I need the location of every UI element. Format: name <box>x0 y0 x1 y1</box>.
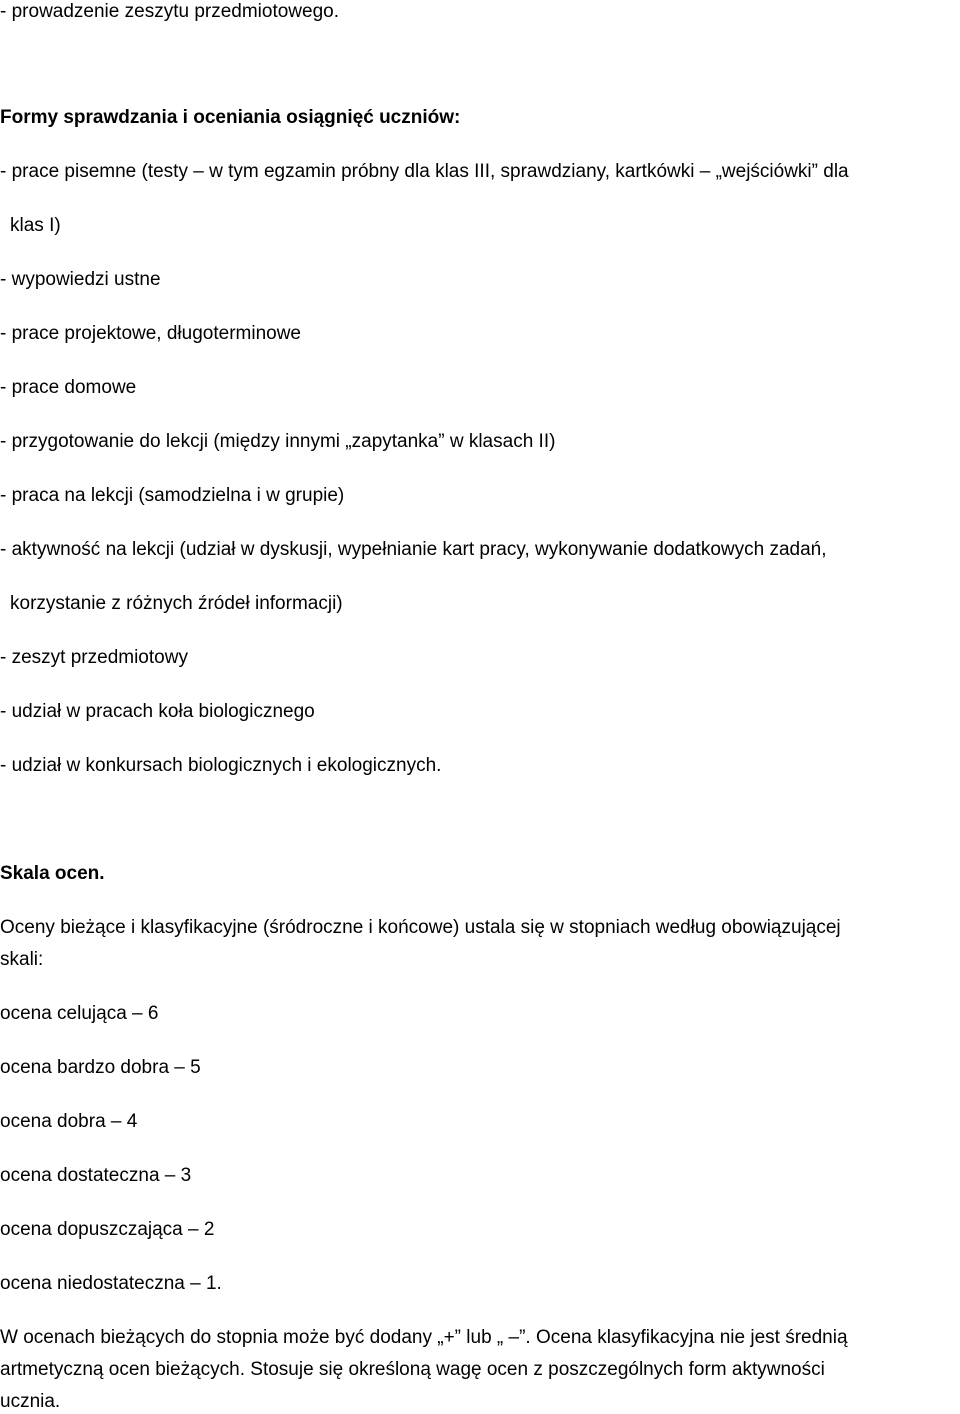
list-item-preparation: - przygotowanie do lekcji (między innymi „zapytanka” w klasach II) <box>0 431 556 452</box>
list-item-written: - prace pisemne (testy – w tym egzamin próbny dla klas III, sprawdziany, kartkówki – „wejściówki” dla <box>0 161 849 182</box>
assessment-heading: Formy sprawdzania i oceniania osiągnięć uczniów: <box>0 107 461 128</box>
grade-item: ocena niedostateczna – 1. <box>0 1273 222 1294</box>
grade-item: ocena dostateczna – 3 <box>0 1165 192 1186</box>
list-item-club: - udział w pracach koła biologicznego <box>0 701 315 722</box>
scale-heading: Skala ocen. <box>0 863 105 884</box>
list-item-contests: - udział w konkursach biologicznych i ekologicznych. <box>0 755 442 776</box>
list-item-written-cont: klas I) <box>10 215 61 236</box>
list-item-classwork: - praca na lekcji (samodzielna i w grupie) <box>0 485 345 506</box>
list-item-notebook: - zeszyt przedmiotowy <box>0 647 188 668</box>
grade-item: ocena dopuszczająca – 2 <box>0 1219 215 1240</box>
scale-note: W ocenach bieżących do stopnia może być dodany „+” lub „ –”. Ocena klasyfikacyjna nie jest średnią <box>0 1327 848 1348</box>
grade-item: ocena celująca – 6 <box>0 1003 159 1024</box>
scale-note-cont: artmetyczną ocen bieżących. Stosuje się określoną wagę ocen z poszczególnych form aktywności <box>0 1359 825 1380</box>
list-item-activity: - aktywność na lekcji (udział w dyskusji, wypełnianie kart pracy, wykonywanie dodatkowych zadań, <box>0 539 827 560</box>
list-item-activity-cont: korzystanie z różnych źródeł informacji) <box>10 593 343 614</box>
scale-intro: Oceny bieżące i klasyfikacyjne (śródroczne i końcowe) ustala się w stopniach według obowiązującej <box>0 917 841 938</box>
grade-item: ocena dobra – 4 <box>0 1111 138 1132</box>
scale-intro-cont: skali: <box>0 949 44 970</box>
grade-item: ocena bardzo dobra – 5 <box>0 1057 201 1078</box>
top-fragment: - prowadzenie zeszytu przedmiotowego. <box>0 1 340 22</box>
list-item-oral: - wypowiedzi ustne <box>0 269 161 290</box>
scale-note-end: ucznia. <box>0 1391 61 1412</box>
list-item-homework: - prace domowe <box>0 377 137 398</box>
list-item-projects: - prace projektowe, długoterminowe <box>0 323 301 344</box>
